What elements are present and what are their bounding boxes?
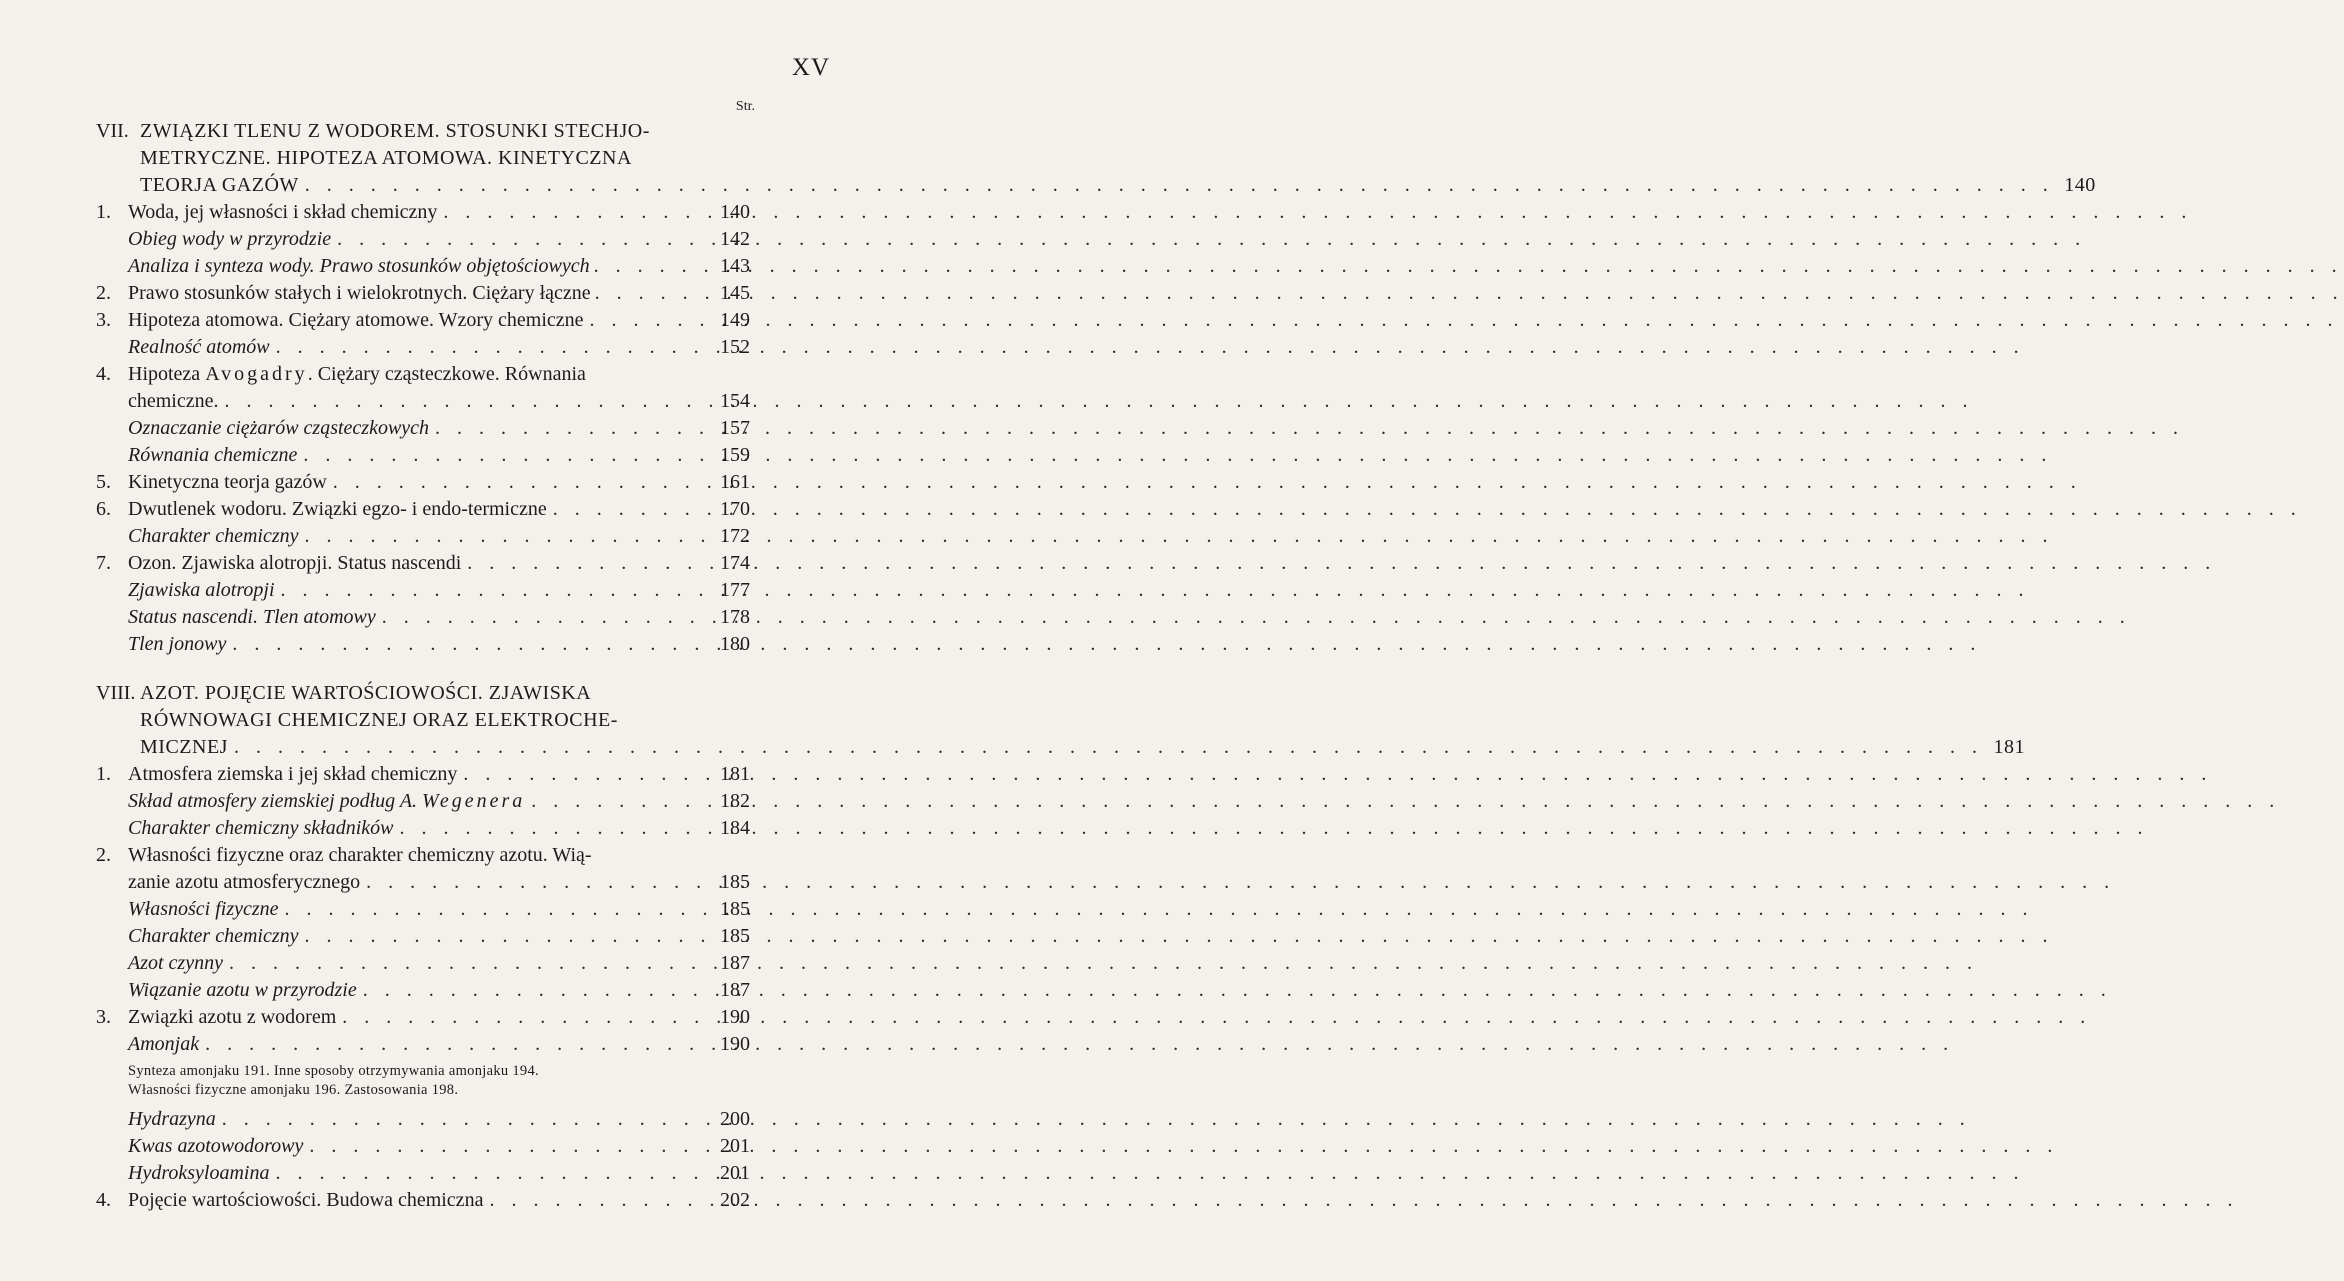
leader-dots xyxy=(337,226,2086,253)
entry-number: 1. xyxy=(96,763,111,785)
page-ref: 201 xyxy=(720,1135,750,1157)
page-ref: 190 xyxy=(720,1033,750,1055)
page-ref: 180 xyxy=(720,633,750,655)
entry-title: Charakter chemiczny xyxy=(128,525,299,547)
toc-entry[interactable] xyxy=(96,842,750,896)
leader-dots xyxy=(285,896,2034,923)
entry-title xyxy=(128,788,525,815)
page-ref: 201 xyxy=(720,1162,750,1184)
page-ref: 172 xyxy=(720,525,750,547)
toc-entry[interactable] xyxy=(96,604,750,631)
entry-title-part: . Ciężary cząsteczkowe. Równania xyxy=(307,363,586,385)
toc-entry[interactable] xyxy=(96,977,750,1004)
chapter-number: VII. xyxy=(96,120,129,142)
entry-number: 2. xyxy=(96,844,111,866)
toc-entry[interactable] xyxy=(96,280,750,307)
entry-number: 4. xyxy=(96,363,111,385)
table-of-contents xyxy=(96,118,2096,1232)
chapter-title xyxy=(140,118,2096,199)
toc-entry[interactable] xyxy=(96,226,750,253)
page-ref: 145 xyxy=(720,282,750,304)
page-ref: 185 xyxy=(720,898,750,920)
toc-entry[interactable] xyxy=(96,199,750,226)
toc-entry[interactable] xyxy=(96,334,750,361)
page-ref: 181 xyxy=(720,763,750,785)
page-ref: 177 xyxy=(720,579,750,601)
entry-title: Związki azotu z wodorem xyxy=(128,1006,337,1028)
entry-title-part: Hipoteza xyxy=(128,363,206,385)
leader-dots xyxy=(276,334,2025,361)
page-ref: 152 xyxy=(720,336,750,358)
toc-entry[interactable] xyxy=(96,496,750,523)
entry-title: Status nascendi. Tlen atomowy xyxy=(128,606,376,628)
page-ref: 181 xyxy=(1993,736,2025,758)
page-number: XV xyxy=(791,54,830,81)
toc-entry[interactable] xyxy=(96,631,750,658)
page-ref: 142 xyxy=(720,228,750,250)
chapter-title-line: ZWIĄZKI TLENU Z WODOREM. STOSUNKI STECHJO- xyxy=(140,120,650,142)
author-name: Avogadry xyxy=(205,363,308,385)
toc-entry[interactable] xyxy=(96,761,750,788)
page-ref: 185 xyxy=(720,871,750,893)
page-ref: 200 xyxy=(720,1108,750,1130)
page-ref: 154 xyxy=(720,390,750,412)
entry-title: Tlen jonowy xyxy=(128,633,227,655)
entry-title: Charakter chemiczny składników xyxy=(128,817,394,839)
note-line: Własności fizyczne amonjaku 196. Zastosowania 198. xyxy=(128,1082,459,1098)
entry-title: Dwutlenek wodoru. Związki egzo- i endo-termiczne xyxy=(128,498,547,520)
leader-dots xyxy=(275,1160,2024,1187)
chapter-number: VIII. xyxy=(96,682,136,704)
page-ref: 187 xyxy=(720,952,750,974)
entry-title: Realność atomów xyxy=(128,336,270,358)
page-ref: 178 xyxy=(720,606,750,628)
entry-number: 3. xyxy=(96,1006,111,1028)
entry-title: Atmosfera ziemska i jej skład chemiczny xyxy=(128,763,458,785)
entry-number: 5. xyxy=(96,471,111,493)
entry-number: 6. xyxy=(96,498,111,520)
entry-title: Charakter chemiczny xyxy=(128,925,299,947)
entry-title: Hydrazyna xyxy=(128,1108,216,1130)
toc-entry[interactable] xyxy=(96,788,750,815)
leader-dots xyxy=(305,923,2054,950)
toc-entry[interactable] xyxy=(96,523,750,550)
entry-number: 4. xyxy=(96,1189,111,1211)
page-ref: 187 xyxy=(720,979,750,1001)
leader-dots xyxy=(443,199,2192,226)
leader-dots xyxy=(342,1004,2091,1031)
toc-entry[interactable] xyxy=(96,253,750,280)
entry-title: Równania chemiczne xyxy=(128,444,298,466)
toc-entry[interactable] xyxy=(96,896,750,923)
leader-dots xyxy=(366,869,2115,896)
page-ref: 161 xyxy=(720,471,750,493)
entry-title: Hipoteza atomowa. Ciężary atomowe. Wzory chemiczne xyxy=(128,309,584,331)
chapter-heading xyxy=(96,118,2096,199)
page-ref: 143 xyxy=(720,255,750,277)
entry-title-continued: zanie azotu atmosferycznego xyxy=(128,871,361,893)
entry-title: Azot czynny xyxy=(128,952,223,974)
chapter-viii xyxy=(96,680,2025,1214)
page-ref: 170 xyxy=(720,498,750,520)
leader-dots xyxy=(305,523,2054,550)
leader-dots xyxy=(382,604,2131,631)
page-ref: 157 xyxy=(720,417,750,439)
entry-title: Amonjak xyxy=(128,1033,200,1055)
leader-dots xyxy=(489,1187,2238,1214)
entry-title: Obieg wody w przyrodzie xyxy=(128,228,332,250)
note-line: Synteza amonjaku 191. Inne sposoby otrzymywania amonjaku 194. xyxy=(128,1063,539,1079)
toc-entry[interactable] xyxy=(96,442,750,469)
entry-note xyxy=(96,1062,750,1100)
toc-entry[interactable] xyxy=(96,1031,750,1058)
chapter-title-line: RÓWNOWAGI CHEMICZNEJ ORAZ ELEKTROCHE- xyxy=(140,709,618,731)
toc-entry[interactable] xyxy=(96,1106,750,1133)
leader-dots xyxy=(595,280,2344,307)
entry-title-part: Skład atmosfery ziemskiej podług A. xyxy=(128,790,423,812)
leader-dots xyxy=(225,388,1974,415)
entry-number: 1. xyxy=(96,201,111,223)
leader-dots xyxy=(594,253,2343,280)
page-column-label: Str. xyxy=(735,99,755,114)
page-ref: 182 xyxy=(720,790,750,812)
toc-entry[interactable] xyxy=(96,307,750,334)
entry-title: Woda, jej własności i skład chemiczny xyxy=(128,201,438,223)
entry-title: Pojęcie wartościowości. Budowa chemiczna xyxy=(128,1189,484,1211)
toc-entry[interactable] xyxy=(96,1187,750,1214)
leader-dots xyxy=(232,631,1981,658)
entry-title: Własności fizyczne xyxy=(128,898,279,920)
page-ref: 185 xyxy=(720,925,750,947)
leader-dots xyxy=(205,1031,1954,1058)
leader-dots xyxy=(400,815,2149,842)
toc-entry[interactable] xyxy=(96,1133,750,1160)
toc-entry[interactable] xyxy=(96,950,750,977)
leader-dots xyxy=(303,442,2052,469)
leader-dots xyxy=(229,950,1978,977)
chapter-title xyxy=(140,680,2025,761)
entry-title: Oznaczanie ciężarów cząsteczkowych xyxy=(128,417,430,439)
chapter-vii xyxy=(96,118,2096,658)
page-ref: 149 xyxy=(720,309,750,331)
leader-dots xyxy=(309,1133,2058,1160)
entry-number: 7. xyxy=(96,552,111,574)
toc-entry[interactable] xyxy=(96,469,750,496)
entry-title: Kinetyczna teorja gazów xyxy=(128,471,327,493)
chapter-heading xyxy=(96,680,2025,761)
page-ref: 174 xyxy=(720,552,750,574)
leader-dots xyxy=(590,307,2339,334)
toc-entry[interactable] xyxy=(96,550,750,577)
page-ref: 140 xyxy=(720,201,750,223)
leader-dots xyxy=(222,1106,1971,1133)
page-ref: 202 xyxy=(720,1189,750,1211)
chapter-title-line: TEORJA GAZÓW xyxy=(140,174,299,196)
toc-entry[interactable] xyxy=(96,923,750,950)
entry-number: 2. xyxy=(96,282,111,304)
entry-title: Własności fizyczne oraz charakter chemiczny azotu. Wią- xyxy=(128,844,592,866)
page-ref: 184 xyxy=(720,817,750,839)
leader-dots xyxy=(363,977,2112,1004)
leader-dots xyxy=(305,172,2054,199)
entry-title-continued: chemiczne. xyxy=(128,390,219,412)
toc-entry[interactable] xyxy=(96,1004,750,1031)
entry-title: Prawo stosunków stałych i wielokrotnych. Ciężary łączne xyxy=(128,282,591,304)
toc-entry[interactable] xyxy=(96,361,750,415)
entry-title: Wiązanie azotu w przyrodzie xyxy=(128,979,357,1001)
entry-title: Kwas azotowodorowy xyxy=(128,1135,304,1157)
entry-title: Zjawiska alotropji xyxy=(128,579,275,601)
toc-entry[interactable] xyxy=(96,577,750,604)
leader-dots xyxy=(435,415,2184,442)
entry-title: Hydroksyloamina xyxy=(128,1162,270,1184)
author-name: Wegenera xyxy=(422,790,526,812)
page-ref: 190 xyxy=(720,1006,750,1028)
entry-title xyxy=(128,361,586,388)
page-ref: 159 xyxy=(720,444,750,466)
leader-dots xyxy=(234,734,1983,761)
chapter-title-line: MICZNEJ xyxy=(140,736,228,758)
chapter-title-line: AZOT. POJĘCIE WARTOŚCIOWOŚCI. ZJAWISKA xyxy=(140,682,592,704)
leader-dots xyxy=(553,496,2302,523)
chapter-title-line: METRYCZNE. HIPOTEZA ATOMOWA. KINETYCZNA xyxy=(140,147,632,169)
leader-dots xyxy=(333,469,2082,496)
leader-dots xyxy=(531,788,2280,815)
entry-number: 3. xyxy=(96,309,111,331)
toc-entry[interactable] xyxy=(96,815,750,842)
toc-entry[interactable] xyxy=(96,415,750,442)
entry-title: Ozon. Zjawiska alotropji. Status nascendi xyxy=(128,552,462,574)
toc-entry[interactable] xyxy=(96,1160,750,1187)
leader-dots xyxy=(281,577,2030,604)
entry-title: Analiza i synteza wody. Prawo stosunków objętościowych xyxy=(128,255,590,277)
page-ref: 140 xyxy=(2064,174,2096,196)
